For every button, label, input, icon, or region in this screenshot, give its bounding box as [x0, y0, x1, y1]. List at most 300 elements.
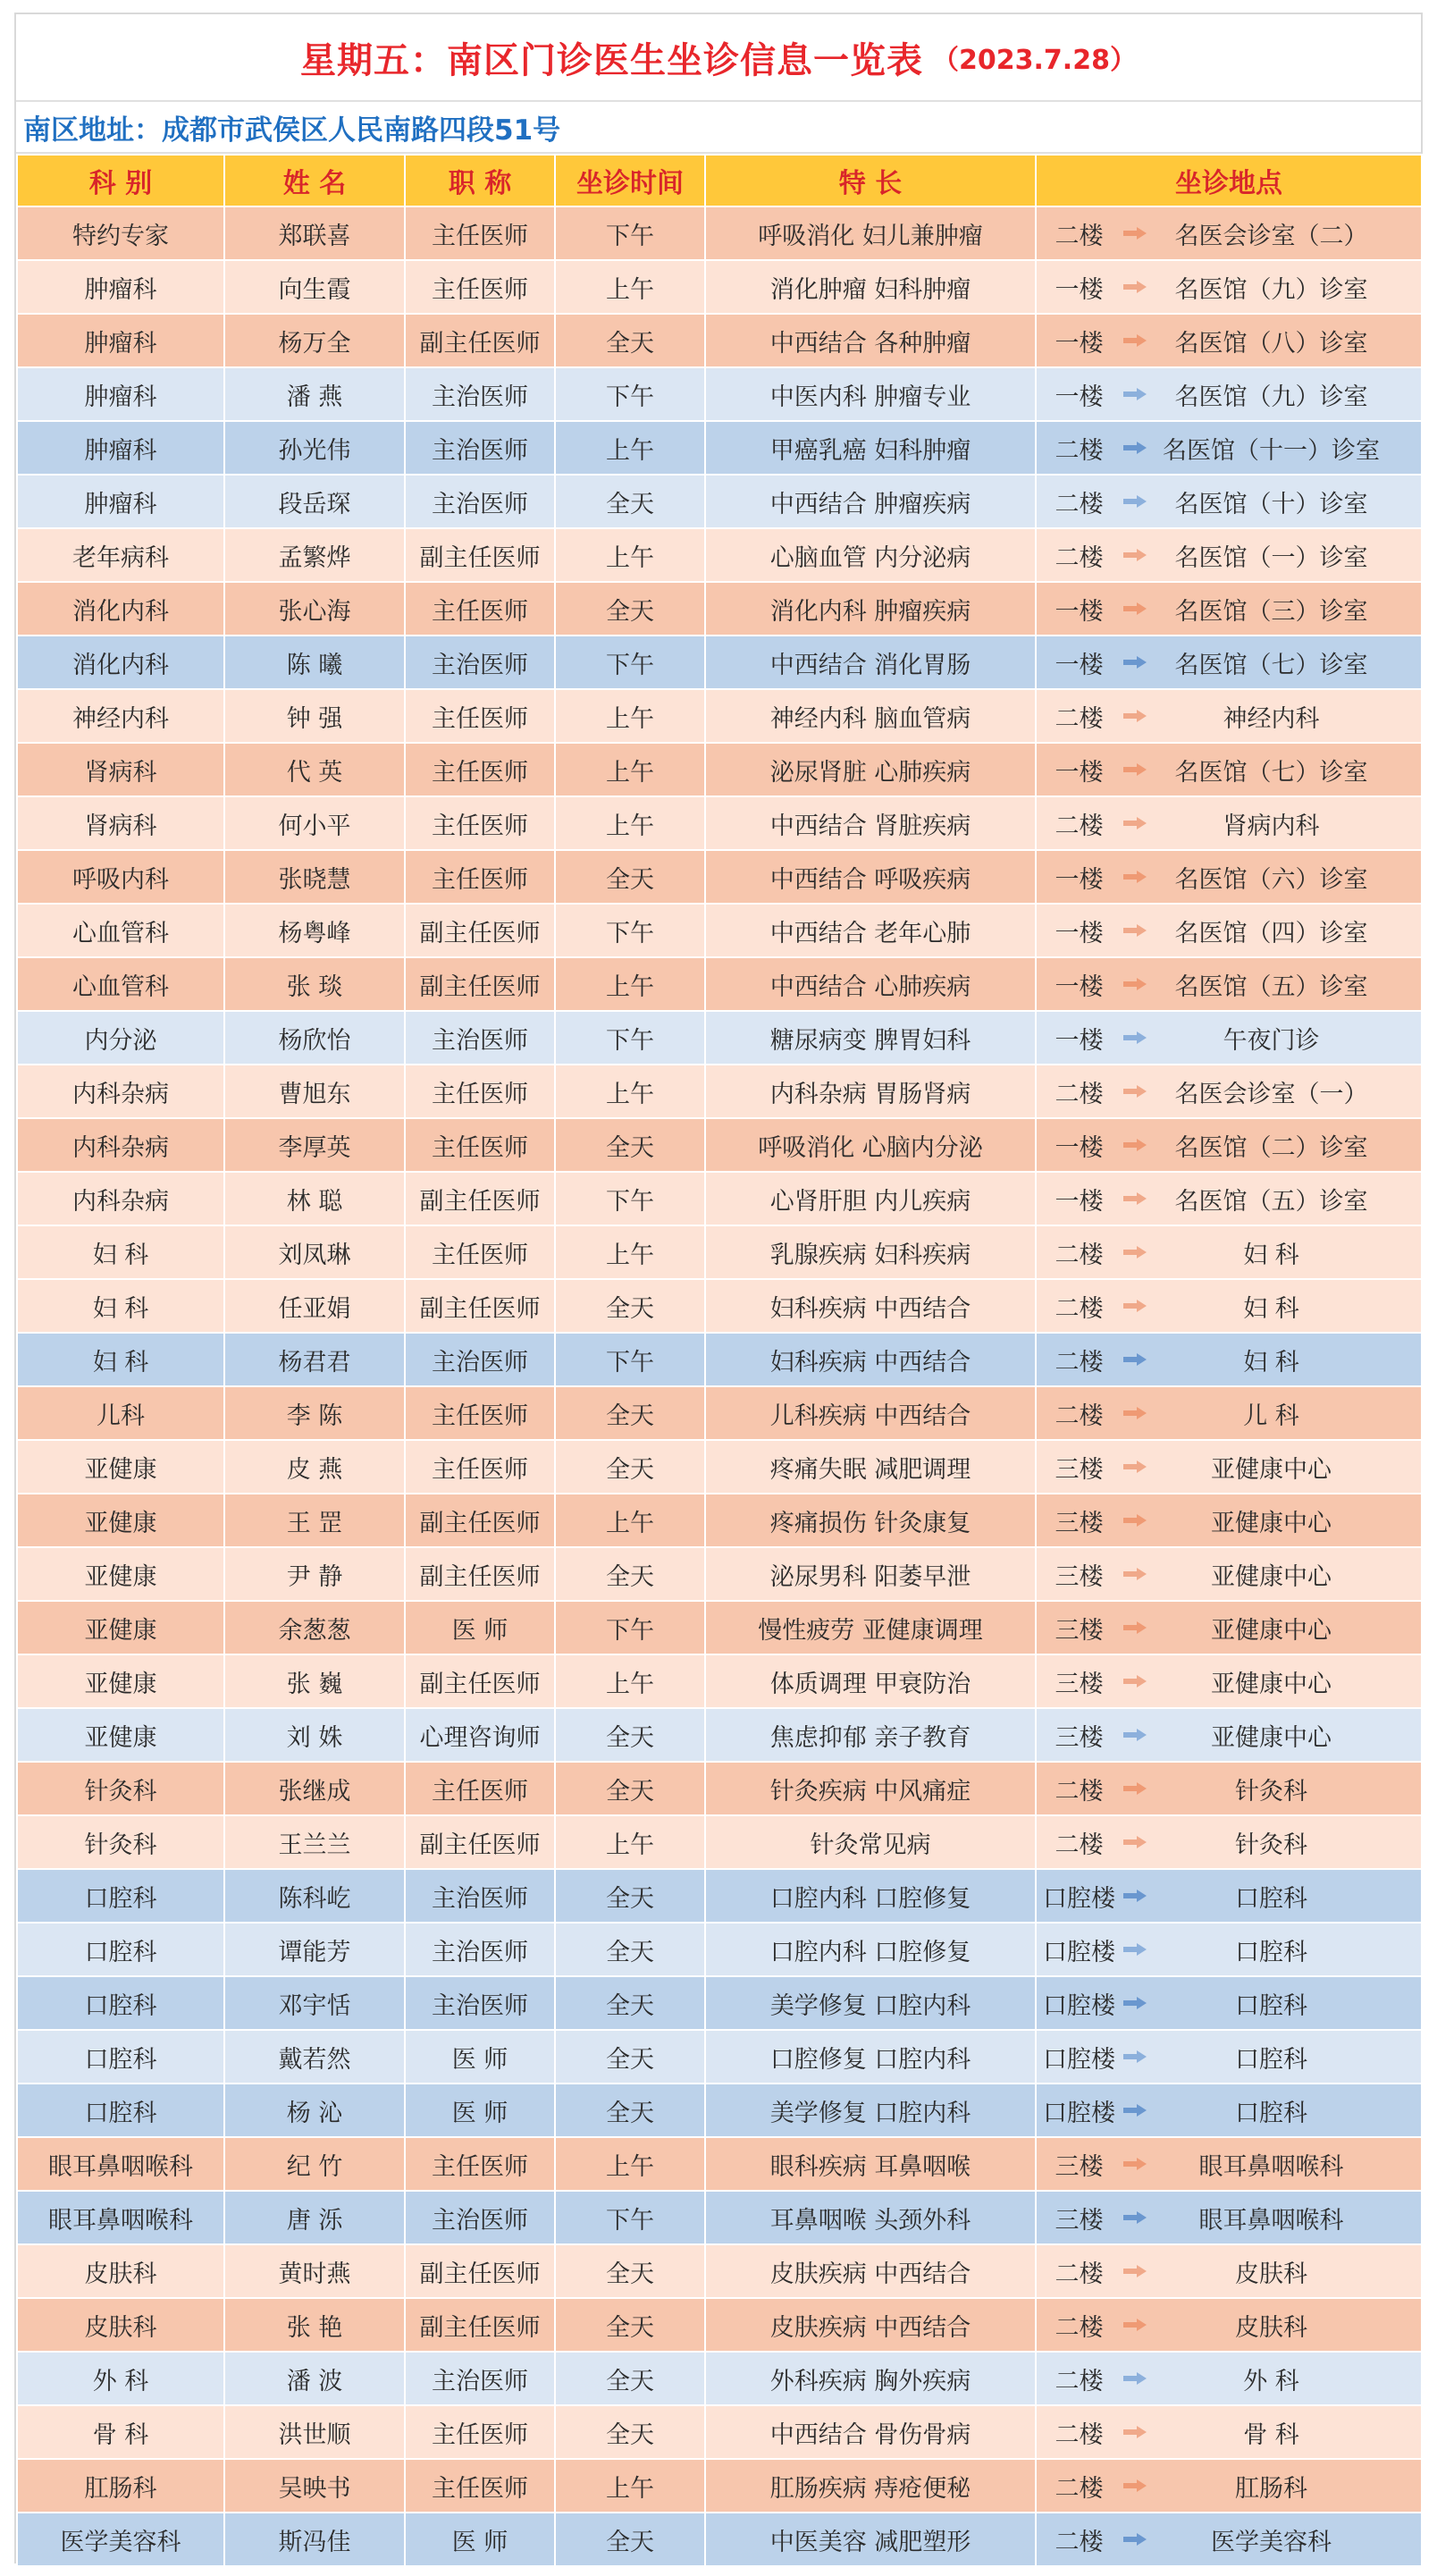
location-text: 名医会诊室（二） [1174, 222, 1368, 250]
cell-title: 副主任医师 [405, 528, 555, 582]
cell-name: 戴若然 [224, 2030, 405, 2084]
arrow-right-icon [1123, 281, 1147, 293]
cell-title: 主任医师 [405, 206, 555, 260]
arrow-right-icon [1123, 2158, 1147, 2170]
cell-title: 医 师 [405, 2513, 555, 2566]
cell-dept: 针灸科 [17, 1815, 224, 1869]
location-text: 儿 科 [1243, 1402, 1299, 1430]
cell-specialty: 体质调理 甲衰防治 [705, 1654, 1036, 1708]
cell-dept: 口腔科 [17, 2030, 224, 2084]
cell-time: 上午 [555, 1225, 705, 1279]
location-text: 名医馆（八）诊室 [1174, 329, 1368, 358]
cell-floor: 口腔楼 [1036, 1976, 1122, 2030]
location-text: 午夜门诊 [1223, 1026, 1320, 1055]
cell-name: 杨万全 [224, 314, 405, 367]
cell-dept: 口腔科 [17, 1976, 224, 2030]
cell-title: 主任医师 [405, 2459, 555, 2513]
table-row [17, 1118, 1422, 1172]
cell-dept: 内分泌 [17, 1011, 224, 1065]
cell-specialty: 中西结合 老年心肺 [705, 904, 1036, 957]
location-text: 眼耳鼻咽喉科 [1198, 2206, 1344, 2235]
cell-location [1122, 367, 1422, 421]
cell-title: 医 师 [405, 1601, 555, 1654]
location-text: 名医馆（一）诊室 [1174, 543, 1368, 572]
cell-dept: 外 科 [17, 2352, 224, 2405]
cell-name: 杨粤峰 [224, 904, 405, 957]
cell-name: 张晓慧 [224, 850, 405, 904]
cell-dept: 皮肤科 [17, 2298, 224, 2352]
arrow-right-icon [1123, 495, 1147, 508]
cell-title: 主治医师 [405, 2191, 555, 2244]
cell-name: 尹 静 [224, 1547, 405, 1601]
cell-specialty: 中西结合 心肺疾病 [705, 957, 1036, 1011]
cell-name: 张 琰 [224, 957, 405, 1011]
cell-floor: 二楼 [1036, 2298, 1122, 2352]
cell-dept: 儿科 [17, 1386, 224, 1440]
arrow-right-icon [1123, 1353, 1147, 1366]
cell-time: 下午 [555, 1172, 705, 1225]
cell-name: 皮 燕 [224, 1440, 405, 1494]
cell-specialty: 中西结合 肿瘤疾病 [705, 475, 1036, 528]
cell-name: 杨 沁 [224, 2084, 405, 2137]
cell-name: 潘 燕 [224, 367, 405, 421]
cell-title: 主治医师 [405, 2352, 555, 2405]
cell-title: 主任医师 [405, 850, 555, 904]
table-row [17, 689, 1422, 743]
location-text: 骨 科 [1243, 2420, 1299, 2449]
cell-name: 张 巍 [224, 1654, 405, 1708]
cell-floor: 二楼 [1036, 2352, 1122, 2405]
cell-location [1122, 2513, 1422, 2566]
table-row [17, 796, 1422, 850]
cell-title: 主任医师 [405, 1440, 555, 1494]
cell-dept: 神经内科 [17, 689, 224, 743]
location-text: 名医馆（七）诊室 [1174, 758, 1368, 787]
cell-location [1122, 2191, 1422, 2244]
cell-name: 李厚英 [224, 1118, 405, 1172]
cell-location [1122, 1065, 1422, 1118]
cell-dept: 口腔科 [17, 1869, 224, 1923]
arrow-right-icon [1123, 817, 1147, 829]
cell-specialty: 泌尿男科 阳萎早泄 [705, 1547, 1036, 1601]
location-text: 亚健康中心 [1211, 1723, 1332, 1752]
arrow-right-icon [1123, 2479, 1147, 2492]
cell-time: 全天 [555, 314, 705, 367]
arrow-right-icon [1123, 978, 1147, 990]
location-text: 名医馆（四）诊室 [1174, 919, 1368, 947]
cell-specialty: 皮肤疾病 中西结合 [705, 2244, 1036, 2298]
cell-specialty: 中西结合 消化胃肠 [705, 636, 1036, 689]
header-specialty: 特 长 [705, 155, 1036, 206]
cell-name: 王 罡 [224, 1494, 405, 1547]
cell-specialty: 中西结合 骨伤骨病 [705, 2405, 1036, 2459]
table-header-row [17, 155, 1422, 206]
cell-dept: 亚健康 [17, 1601, 224, 1654]
cell-floor: 一楼 [1036, 1118, 1122, 1172]
cell-dept: 医学美容科 [17, 2513, 224, 2566]
cell-location [1122, 2459, 1422, 2513]
location-text: 皮肤科 [1235, 2313, 1307, 2342]
cell-time: 全天 [555, 1547, 705, 1601]
cell-time: 全天 [555, 2405, 705, 2459]
table-row [17, 743, 1422, 796]
location-text: 亚健康中心 [1211, 1509, 1332, 1537]
cell-title: 副主任医师 [405, 2298, 555, 2352]
arrow-right-icon [1123, 1568, 1147, 1580]
cell-location [1122, 314, 1422, 367]
location-text: 名医馆（十）诊室 [1174, 490, 1368, 518]
arrow-right-icon [1123, 656, 1147, 669]
location-text: 妇 科 [1243, 1241, 1299, 1269]
cell-title: 主任医师 [405, 1065, 555, 1118]
cell-time: 上午 [555, 1494, 705, 1547]
cell-time: 下午 [555, 367, 705, 421]
table-row [17, 2191, 1422, 2244]
cell-name: 任亚娟 [224, 1279, 405, 1333]
cell-dept: 亚健康 [17, 1494, 224, 1547]
cell-location [1122, 2298, 1422, 2352]
location-text: 名医馆（二）诊室 [1174, 1133, 1368, 1162]
cell-specialty: 消化内科 肿瘤疾病 [705, 582, 1036, 636]
cell-title: 主治医师 [405, 1976, 555, 2030]
cell-time: 上午 [555, 528, 705, 582]
cell-dept: 眼耳鼻咽喉科 [17, 2191, 224, 2244]
cell-floor: 一楼 [1036, 957, 1122, 1011]
cell-floor: 二楼 [1036, 1065, 1122, 1118]
cell-location [1122, 689, 1422, 743]
header-title: 职 称 [405, 155, 555, 206]
location-text: 眼耳鼻咽喉科 [1198, 2152, 1344, 2181]
cell-specialty: 口腔修复 口腔内科 [705, 2030, 1036, 2084]
cell-dept: 口腔科 [17, 1923, 224, 1976]
cell-dept: 肿瘤科 [17, 475, 224, 528]
cell-name: 郑联喜 [224, 206, 405, 260]
cell-dept: 消化内科 [17, 636, 224, 689]
cell-location [1122, 1011, 1422, 1065]
cell-name: 王兰兰 [224, 1815, 405, 1869]
cell-dept: 呼吸内科 [17, 850, 224, 904]
cell-title: 主任医师 [405, 260, 555, 314]
table-row [17, 1333, 1422, 1386]
cell-title: 主任医师 [405, 743, 555, 796]
location-text: 名医馆（九）诊室 [1174, 383, 1368, 411]
cell-location [1122, 1762, 1422, 1815]
cell-specialty: 呼吸消化 心脑内分泌 [705, 1118, 1036, 1172]
cell-floor: 二楼 [1036, 1333, 1122, 1386]
arrow-right-icon [1123, 1514, 1147, 1527]
cell-time: 上午 [555, 743, 705, 796]
cell-dept: 亚健康 [17, 1440, 224, 1494]
cell-time: 全天 [555, 2030, 705, 2084]
arrow-right-icon [1123, 388, 1147, 400]
cell-specialty: 美学修复 口腔内科 [705, 1976, 1036, 2030]
cell-time: 全天 [555, 1440, 705, 1494]
cell-title: 主治医师 [405, 636, 555, 689]
cell-location [1122, 796, 1422, 850]
table-row [17, 582, 1422, 636]
cell-floor: 三楼 [1036, 1494, 1122, 1547]
table-row [17, 2137, 1422, 2191]
location-text: 亚健康中心 [1211, 1616, 1332, 1645]
cell-name: 代 英 [224, 743, 405, 796]
cell-title: 副主任医师 [405, 1654, 555, 1708]
cell-floor: 二楼 [1036, 689, 1122, 743]
cell-floor: 二楼 [1036, 796, 1122, 850]
cell-name: 钟 强 [224, 689, 405, 743]
cell-time: 全天 [555, 2513, 705, 2566]
table-row [17, 421, 1422, 475]
cell-floor: 口腔楼 [1036, 2084, 1122, 2137]
cell-name: 林 聪 [224, 1172, 405, 1225]
cell-specialty: 中医美容 减肥塑形 [705, 2513, 1036, 2566]
cell-time: 全天 [555, 1923, 705, 1976]
cell-name: 杨欣怡 [224, 1011, 405, 1065]
cell-specialty: 心肾肝胆 内儿疾病 [705, 1172, 1036, 1225]
table-row [17, 1869, 1422, 1923]
arrow-right-icon [1123, 1085, 1147, 1098]
arrow-right-icon [1123, 1300, 1147, 1312]
cell-floor: 二楼 [1036, 206, 1122, 260]
cell-floor: 三楼 [1036, 2191, 1122, 2244]
location-text: 神经内科 [1223, 704, 1320, 733]
header-dept: 科 别 [17, 155, 224, 206]
cell-location [1122, 743, 1422, 796]
cell-title: 副主任医师 [405, 314, 555, 367]
table-row [17, 1440, 1422, 1494]
cell-time: 下午 [555, 1333, 705, 1386]
table-row [17, 1279, 1422, 1333]
cell-time: 全天 [555, 1976, 705, 2030]
cell-floor: 口腔楼 [1036, 1923, 1122, 1976]
cell-location [1122, 904, 1422, 957]
cell-location [1122, 1601, 1422, 1654]
arrow-right-icon [1123, 1836, 1147, 1848]
cell-time: 全天 [555, 1118, 705, 1172]
cell-time: 上午 [555, 2137, 705, 2191]
cell-floor: 一楼 [1036, 850, 1122, 904]
cell-name: 潘 波 [224, 2352, 405, 2405]
cell-title: 主治医师 [405, 1011, 555, 1065]
cell-location [1122, 260, 1422, 314]
table-row [17, 1225, 1422, 1279]
cell-specialty: 消化肿瘤 妇科肿瘤 [705, 260, 1036, 314]
cell-location [1122, 850, 1422, 904]
cell-floor: 二楼 [1036, 421, 1122, 475]
cell-specialty: 针灸疾病 中风痛症 [705, 1762, 1036, 1815]
cell-name: 刘凤琳 [224, 1225, 405, 1279]
cell-specialty: 乳腺疾病 妇科疾病 [705, 1225, 1036, 1279]
cell-title: 主任医师 [405, 582, 555, 636]
table-row [17, 2244, 1422, 2298]
header-time: 坐诊时间 [555, 155, 705, 206]
cell-name: 纪 竹 [224, 2137, 405, 2191]
location-text: 亚健康中心 [1211, 1562, 1332, 1591]
cell-title: 医 师 [405, 2084, 555, 2137]
cell-time: 下午 [555, 2191, 705, 2244]
arrow-right-icon [1123, 549, 1147, 561]
cell-dept: 妇 科 [17, 1279, 224, 1333]
location-text: 妇 科 [1243, 1348, 1299, 1376]
cell-specialty: 泌尿肾脏 心肺疾病 [705, 743, 1036, 796]
arrow-right-icon [1123, 2211, 1147, 2224]
arrow-right-icon [1123, 1997, 1147, 2009]
cell-floor: 二楼 [1036, 475, 1122, 528]
cell-specialty: 中西结合 各种肿瘤 [705, 314, 1036, 367]
cell-time: 全天 [555, 475, 705, 528]
cell-dept: 特约专家 [17, 206, 224, 260]
cell-floor: 二楼 [1036, 2405, 1122, 2459]
cell-time: 全天 [555, 2298, 705, 2352]
cell-floor: 三楼 [1036, 1601, 1122, 1654]
cell-location [1122, 1225, 1422, 1279]
table-row [17, 314, 1422, 367]
cell-dept: 眼耳鼻咽喉科 [17, 2137, 224, 2191]
table-row [17, 2513, 1422, 2566]
cell-location [1122, 1869, 1422, 1923]
cell-dept: 针灸科 [17, 1762, 224, 1815]
table-row [17, 367, 1422, 421]
location-text: 外 科 [1243, 2367, 1299, 2395]
cell-location [1122, 957, 1422, 1011]
table-row [17, 636, 1422, 689]
cell-time: 下午 [555, 206, 705, 260]
cell-time: 上午 [555, 260, 705, 314]
cell-specialty: 慢性疲劳 亚健康调理 [705, 1601, 1036, 1654]
cell-dept: 肛肠科 [17, 2459, 224, 2513]
cell-location [1122, 2137, 1422, 2191]
cell-location [1122, 2084, 1422, 2137]
cell-floor: 三楼 [1036, 1654, 1122, 1708]
cell-title: 主任医师 [405, 1762, 555, 1815]
table-row [17, 1011, 1422, 1065]
cell-specialty: 糖尿病变 脾胃妇科 [705, 1011, 1036, 1065]
cell-title: 主任医师 [405, 689, 555, 743]
cell-time: 全天 [555, 582, 705, 636]
cell-location [1122, 1172, 1422, 1225]
location-text: 亚健康中心 [1211, 1670, 1332, 1698]
cell-dept: 内科杂病 [17, 1172, 224, 1225]
cell-floor: 一楼 [1036, 1172, 1122, 1225]
table-row [17, 206, 1422, 260]
table-row [17, 1601, 1422, 1654]
location-text: 名医馆（十一）诊室 [1163, 436, 1380, 465]
table-row [17, 528, 1422, 582]
cell-time: 下午 [555, 1601, 705, 1654]
table-row [17, 1172, 1422, 1225]
location-text: 医学美容科 [1211, 2528, 1332, 2556]
cell-name: 向生霞 [224, 260, 405, 314]
cell-dept: 亚健康 [17, 1547, 224, 1601]
location-text: 肛肠科 [1235, 2474, 1307, 2503]
table-row [17, 475, 1422, 528]
cell-name: 李 陈 [224, 1386, 405, 1440]
location-text: 针灸科 [1235, 1777, 1307, 1806]
cell-floor: 三楼 [1036, 1708, 1122, 1762]
cell-title: 心理咨询师 [405, 1708, 555, 1762]
cell-title: 主任医师 [405, 2137, 555, 2191]
cell-name: 刘 姝 [224, 1708, 405, 1762]
cell-specialty: 呼吸消化 妇儿兼肿瘤 [705, 206, 1036, 260]
cell-title: 主治医师 [405, 475, 555, 528]
table-row [17, 2352, 1422, 2405]
cell-location [1122, 1279, 1422, 1333]
arrow-right-icon [1123, 1407, 1147, 1419]
cell-location [1122, 1494, 1422, 1547]
cell-name: 张继成 [224, 1762, 405, 1815]
cell-dept: 肾病科 [17, 796, 224, 850]
cell-time: 上午 [555, 689, 705, 743]
location-text: 亚健康中心 [1211, 1455, 1332, 1484]
cell-floor: 二楼 [1036, 1279, 1122, 1333]
table-body [17, 206, 1422, 2566]
page-title [16, 14, 1421, 102]
arrow-right-icon [1123, 1782, 1147, 1795]
cell-floor: 二楼 [1036, 2244, 1122, 2298]
cell-location [1122, 2244, 1422, 2298]
cell-name: 邓宇恬 [224, 1976, 405, 2030]
cell-name: 段岳琛 [224, 475, 405, 528]
cell-location [1122, 1118, 1422, 1172]
location-text: 名医馆（五）诊室 [1174, 1187, 1368, 1216]
cell-specialty: 疼痛损伤 针灸康复 [705, 1494, 1036, 1547]
cell-time: 全天 [555, 1869, 705, 1923]
cell-name: 孙光伟 [224, 421, 405, 475]
cell-floor: 二楼 [1036, 2459, 1122, 2513]
cell-specialty: 儿科疾病 中西结合 [705, 1386, 1036, 1440]
cell-specialty: 中西结合 肾脏疾病 [705, 796, 1036, 850]
table-row [17, 1708, 1422, 1762]
cell-time: 上午 [555, 1654, 705, 1708]
cell-title: 主任医师 [405, 1118, 555, 1172]
title-text: 星期五：南区门诊医生坐诊信息一览表 [300, 39, 924, 81]
cell-dept: 亚健康 [17, 1708, 224, 1762]
cell-specialty: 外科疾病 胸外疾病 [705, 2352, 1036, 2405]
cell-location [1122, 1386, 1422, 1440]
table-row [17, 1065, 1422, 1118]
cell-dept: 亚健康 [17, 1654, 224, 1708]
cell-dept: 心血管科 [17, 904, 224, 957]
table-row [17, 850, 1422, 904]
location-text: 肾病内科 [1223, 812, 1320, 840]
cell-dept: 内科杂病 [17, 1118, 224, 1172]
cell-title: 副主任医师 [405, 1279, 555, 1333]
arrow-right-icon [1123, 442, 1147, 454]
cell-title: 主治医师 [405, 1869, 555, 1923]
cell-floor: 一楼 [1036, 636, 1122, 689]
cell-specialty: 妇科疾病 中西结合 [705, 1279, 1036, 1333]
cell-floor: 一楼 [1036, 743, 1122, 796]
cell-floor: 二楼 [1036, 2513, 1122, 2566]
table-row [17, 1762, 1422, 1815]
cell-title: 副主任医师 [405, 957, 555, 1011]
cell-time: 上午 [555, 1065, 705, 1118]
location-text: 名医会诊室（一） [1174, 1080, 1368, 1108]
cell-time: 全天 [555, 2084, 705, 2137]
cell-title: 主任医师 [405, 1386, 555, 1440]
arrow-right-icon [1123, 1246, 1147, 1259]
cell-name: 余葱葱 [224, 1601, 405, 1654]
arrow-right-icon [1123, 2426, 1147, 2438]
cell-specialty: 神经内科 脑血管病 [705, 689, 1036, 743]
cell-time: 上午 [555, 957, 705, 1011]
arrow-right-icon [1123, 710, 1147, 722]
location-text: 皮肤科 [1235, 2260, 1307, 2288]
cell-location [1122, 636, 1422, 689]
location-text: 口腔科 [1235, 2099, 1307, 2127]
cell-specialty: 皮肤疾病 中西结合 [705, 2298, 1036, 2352]
location-text: 名医馆（五）诊室 [1174, 972, 1368, 1001]
cell-dept: 肾病科 [17, 743, 224, 796]
